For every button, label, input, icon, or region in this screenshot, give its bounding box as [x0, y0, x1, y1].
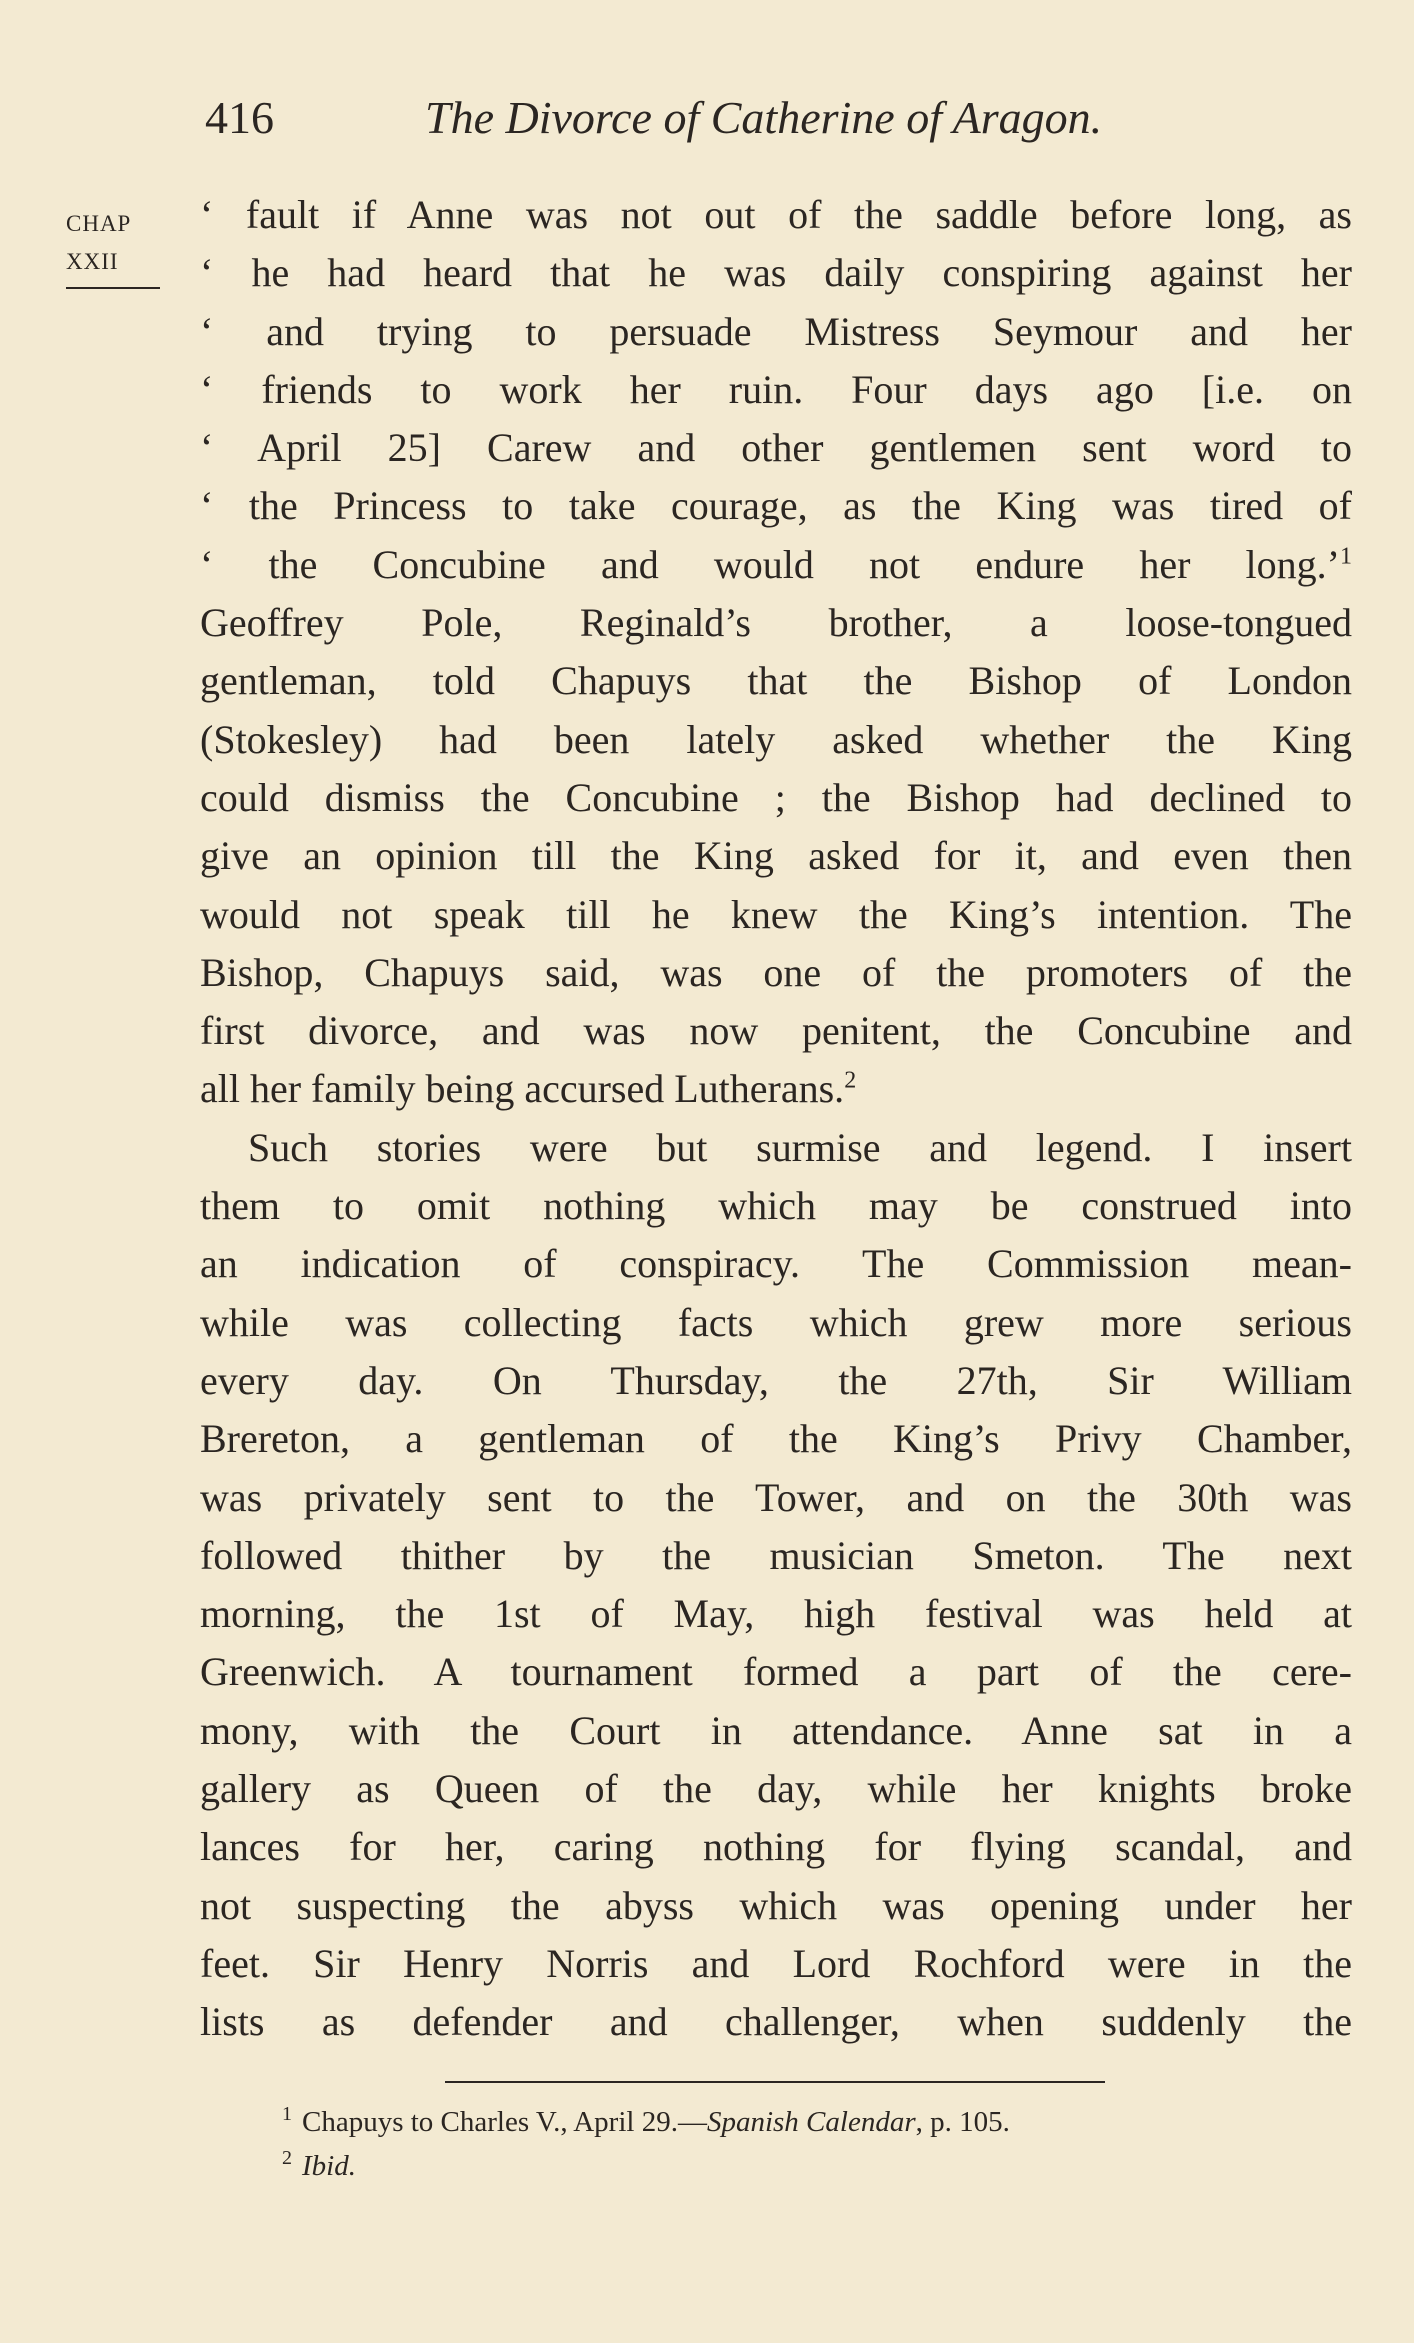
text-line: lists as defender and challenger, when suddenly the	[200, 1999, 1352, 2045]
footnote-text: , p. 105.	[915, 2106, 1010, 2138]
footnote	[282, 2100, 1282, 2144]
chapter-label: CHAP	[66, 211, 132, 236]
body-text	[200, 186, 1352, 2052]
text-line: while was collecting facts which grew more serious	[200, 1299, 1352, 1345]
text-line: followed thither by the musician Smeton. The next	[200, 1532, 1352, 1578]
footnote-italic: Ibid.	[302, 2150, 356, 2182]
text-line: Such stories were but surmise and legend. I insert	[248, 1124, 1352, 1170]
text-line: (Stokesley) had been lately asked whether the King	[200, 716, 1352, 762]
text-line: was privately sent to the Tower, and on the 30th was	[200, 1474, 1352, 1520]
text-line: feet. Sir Henry Norris and Lord Rochford were in the	[200, 1940, 1352, 1986]
text-line: lances for her, caring nothing for flying scandal, and	[200, 1824, 1352, 1870]
chapter-number: XXII	[66, 249, 119, 274]
text-line: ‘ fault if Anne was not out of the saddle before long, as	[200, 192, 1352, 237]
text-line: every day. On Thursday, the 27th, Sir William	[200, 1357, 1352, 1403]
footnote-mark: 1	[282, 2103, 292, 2126]
text-line: ‘ April 25] Carew and other gentlemen sent word to	[200, 425, 1352, 471]
text-line: Greenwich. A tournament formed a part of the cere-	[200, 1649, 1352, 1695]
text-line-with-note	[200, 1060, 1352, 1118]
text-line: ‘ and trying to persuade Mistress Seymour and her	[200, 308, 1352, 354]
text-line: gentleman, told Chapuys that the Bishop of London	[200, 658, 1352, 704]
chapter-margin-note	[66, 205, 160, 289]
running-head	[205, 88, 1305, 148]
text-line-with-note	[200, 536, 1352, 594]
text-line: ‘ friends to work her ruin. Four days ago [i.e. on	[200, 366, 1352, 412]
text-line: all her family being accursed Lutherans.	[200, 1066, 845, 1112]
text-line: Bishop, Chapuys said, was one of the promoters of the	[200, 949, 1352, 995]
footnote-ref: 1	[1340, 543, 1352, 570]
text-line: ‘ he had heard that he was daily conspiring against her	[200, 250, 1352, 296]
running-title: The Divorce of Catherine of Aragon.	[425, 92, 1103, 143]
text-line: an indication of conspiracy. The Commission mean-	[200, 1241, 1352, 1287]
text-line: first divorce, and was now penitent, the Concubine and	[200, 1008, 1352, 1054]
footnote-mark: 2	[282, 2147, 292, 2170]
page-number: 416	[205, 92, 274, 143]
text-line: would not speak till he knew the King’s intention. The	[200, 891, 1352, 937]
text-line: could dismiss the Concubine ; the Bishop had declined to	[200, 774, 1352, 820]
text-line: gallery as Queen of the day, while her knights broke	[200, 1766, 1352, 1812]
footnote	[282, 2144, 1282, 2188]
text-line: Geoffrey Pole, Reginald’s brother, a loose-tongued	[200, 600, 1352, 646]
footnotes	[282, 2100, 1282, 2188]
text-line: Brereton, a gentleman of the King’s Privy Chamber,	[200, 1416, 1352, 1462]
footnote-text: Chapuys to Charles V., April 29.—	[302, 2106, 707, 2138]
text-line: not suspecting the abyss which was opening under her	[200, 1882, 1352, 1928]
text-line: give an opinion till the King asked for it, and even then	[200, 833, 1352, 879]
chapter-rule	[66, 287, 160, 289]
text-line: them to omit nothing which may be construed into	[200, 1183, 1352, 1229]
footnote-italic: Spanish Calendar	[706, 2106, 916, 2138]
footnote-ref: 2	[844, 1068, 857, 1095]
footnote-rule	[445, 2081, 1105, 2083]
text-line: ‘ the Concubine and would not endure her long.’	[200, 541, 1340, 587]
text-line: ‘ the Princess to take courage, as the King was tired of	[200, 483, 1352, 529]
text-line: morning, the 1st of May, high festival was held at	[200, 1591, 1352, 1637]
text-line: mony, with the Court in attendance. Anne sat in a	[200, 1707, 1352, 1753]
